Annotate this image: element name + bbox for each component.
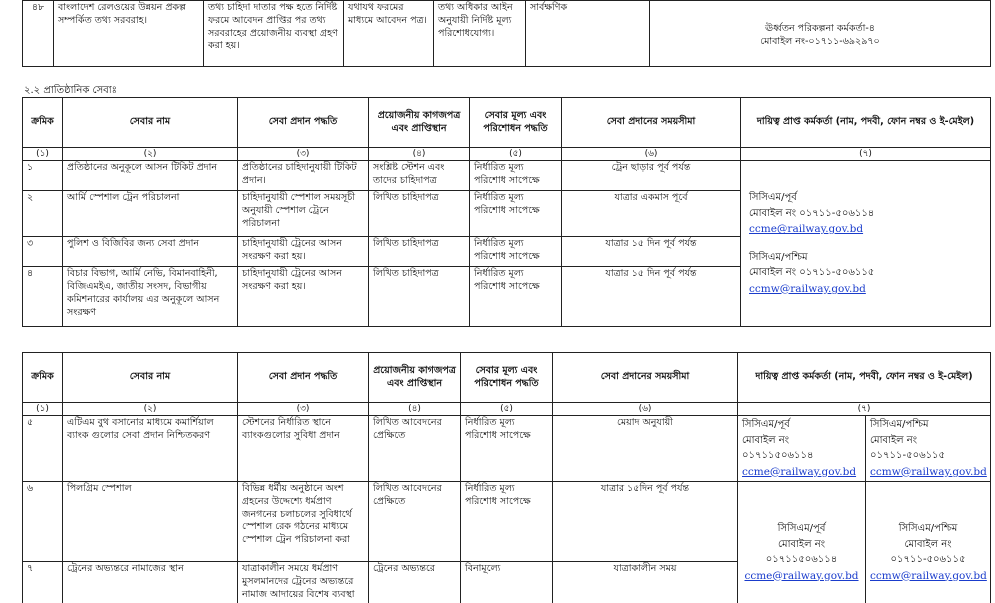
table-header-row xyxy=(23,98,991,148)
service-name: এটিএম বুথ বসানোর মাধ্যমে কমার্শিয়াল ব্যাংক গুলোর সেবা প্রদান নিশ্চিতকরণ xyxy=(63,416,238,482)
service-time: সার্বক্ষণিক xyxy=(526,1,650,67)
officer-west-cell xyxy=(866,416,991,482)
officer-mobile: মোবাইল নং-০১৭১১-৬৯২৯৭০ xyxy=(760,35,880,47)
header-fee: সেবার মূল্য এবং পরিশোধন পদ্ধতি xyxy=(470,98,562,148)
officer-east-title: সিসিএম/পূর্ব xyxy=(749,192,797,204)
officer-east-title: সিসিএম/পূর্ব xyxy=(777,523,826,535)
service-fee: নির্ধারিত মূল্য পরিশোধ সাপেক্ষে xyxy=(461,416,553,482)
officer-east-email-link[interactable]: ccme@railway.gov.bd xyxy=(749,223,864,236)
service-fee: নির্ধারিত মূল্য পরিশোধ সাপেক্ষে xyxy=(470,161,562,191)
officer-west-mobile: মোবাইল নং ০১৭১১-৫০৬১১৫ xyxy=(890,538,966,566)
service-time: ট্রেন ছাড়ার পূর্ব পর্যন্ত xyxy=(562,161,741,191)
section-title: ২.২ প্রাতিষ্ঠানিক সেবাঃ xyxy=(24,85,117,96)
header-method: সেবা প্রদান পদ্ধতি xyxy=(238,353,369,403)
officer-east-mobile: মোবাইল নং ০১৭১১৫০৬১১৪ xyxy=(742,434,814,462)
required-documents: লিখিত আবেদনের প্রেক্ষিতে xyxy=(369,481,461,561)
table-row xyxy=(23,416,991,482)
service-name: বিচার বিভাগ, আর্মি নেভি, বিমানবাহিনী, বিজিএমইএ, জাতীয় সংসদ, বিভাগীয় কমিশনারের কার্যালয় এর অনুকূলে আসন সংরক্ষণ xyxy=(63,267,238,327)
header-officer: দায়িত্ব প্রাপ্ত কর্মকর্তা (নাম, পদবী, ফোন নম্বর ও ই-মেইল) xyxy=(738,353,991,403)
column-number: (৪) xyxy=(369,403,461,416)
service-method: তথ্য চাহিদা দাতার পক্ষ হতে নির্দিষ্ট ফরমে আবেদন প্রাপ্তির পর তথ্য সরবরাহের প্রয়োজনীয় ব্যবস্থা গ্রহণ করা হয়। xyxy=(204,1,344,67)
officer-east-email-link[interactable]: ccme@railway.gov.bd xyxy=(744,569,859,582)
required-documents: সংশ্লিষ্ট স্টেশন এবং তাদের চাহিদাপত্র xyxy=(369,161,470,191)
service-method: যাত্রাকালীন সময়ে ধর্মপ্রাণ মুসলমানদের ট্রেনের অভ্যন্তরে নামাজ আদায়ের বিশেষ ব্যবস্থা xyxy=(238,561,369,603)
officer-designation: ঊর্ধ্বতন পরিকল্পনা কর্মকর্তা-৪ xyxy=(765,23,875,34)
service-time: যাত্রার ১৫দিন পূর্ব পর্যন্ত xyxy=(553,481,738,561)
officer-west-title: সিসিএম/পশ্চিম xyxy=(898,523,958,535)
header-documents: প্রয়োজনীয় কাগজপত্র এবং প্রাপ্তিস্থান xyxy=(369,98,470,148)
service-fee: নির্ধারিত মূল্য পরিশোধ সাপেক্ষে xyxy=(470,267,562,327)
responsible-officer xyxy=(741,161,991,327)
previous-services-table xyxy=(22,0,991,67)
column-number: (৭) xyxy=(738,403,991,416)
responsible-officer xyxy=(650,1,991,67)
table-row xyxy=(23,481,991,561)
officer-west-mobile: মোবাইল নং ০১৭১১-৫০৬১১৫ xyxy=(749,267,875,279)
column-number: (১) xyxy=(23,148,63,161)
column-number: (৭) xyxy=(741,148,991,161)
column-number: (৬) xyxy=(562,148,741,161)
service-fee: তথ্য অধিকার আইন অনুযায়ী নির্দিষ্ট মূল্য পরিশোধযোগ্য। xyxy=(434,1,526,67)
officer-east-email-link[interactable]: ccme@railway.gov.bd xyxy=(742,465,857,478)
service-name: বাংলাদেশ রেলওয়ের উন্নয়ন প্রকল্প সম্পর্কিত তথ্য সরবরাহ। xyxy=(54,1,204,67)
column-number: (৪) xyxy=(369,148,470,161)
officer-west-email-link[interactable]: ccmw@railway.gov.bd xyxy=(870,569,987,582)
header-method: সেবা প্রদান পদ্ধতি xyxy=(238,98,369,148)
header-time: সেবা প্রদানের সময়সীমা xyxy=(562,98,741,148)
service-name: পুলিশ ও বিজিবির জন্য সেবা প্রদান xyxy=(63,237,238,267)
column-number: (৩) xyxy=(238,148,369,161)
service-time: যাত্রার ১৫ দিন পূর্ব পর্যন্ত xyxy=(562,237,741,267)
officer-east-cell xyxy=(738,481,866,603)
service-method: বিভিন্ন ধর্মীয় অনুষ্ঠানে অংশ গ্রহনের উদ্দেশ্যে ধর্মপ্রাণ জনগনের চলাচলের সুবিধার্থে স্পেশাল রেক গঠনের মাধ্যমে স্পেশাল ট্রেন পরিচালনা করা xyxy=(238,481,369,561)
row-serial: ৬ xyxy=(23,481,63,561)
row-serial: ৫ xyxy=(23,416,63,482)
service-name: আর্মি স্পেশাল ট্রেন পরিচালনা xyxy=(63,191,238,237)
officer-west-cell xyxy=(866,481,991,603)
header-service-name: সেবার নাম xyxy=(63,353,238,403)
institutional-services-table xyxy=(22,97,991,327)
service-fee: নির্ধারিত মূল্য পরিশোধ সাপেক্ষে xyxy=(461,481,553,561)
column-number: (২) xyxy=(63,403,238,416)
officer-east-mobile: মোবাইল নং ০১৭১১৫০৬১১৪ xyxy=(765,538,838,566)
required-documents: ট্রেনের অভ্যন্তরে xyxy=(369,561,461,603)
header-documents: প্রয়োজনীয় কাগজপত্র এবং প্রাপ্তিস্থান xyxy=(369,353,461,403)
required-documents: লিখিত চাহিদাপত্র xyxy=(369,237,470,267)
service-time: যাত্রার একমাস পূর্বে xyxy=(562,191,741,237)
officer-east-mobile: মোবাইল নং ০১৭১১-৫০৬১১৪ xyxy=(749,207,875,219)
service-name: পিলগ্রিম স্পেশাল xyxy=(63,481,238,561)
officer-west-title: সিসিএম/পশ্চিম xyxy=(870,419,929,431)
required-documents: লিখিত চাহিদাপত্র xyxy=(369,267,470,327)
service-fee: বিনামূল্যে xyxy=(461,561,553,603)
officer-west-email-link[interactable]: ccmw@railway.gov.bd xyxy=(749,282,866,295)
table-header-row xyxy=(23,353,991,403)
officer-west-mobile: মোবাইল নং ০১৭১১-৫০৬১১৫ xyxy=(870,434,946,462)
institutional-services-table-2 xyxy=(22,352,991,603)
row-serial: ৭ xyxy=(23,561,63,603)
service-method: চাহিদানুযায়ী ট্রেনের আসন সংরক্ষণ করা হয়। xyxy=(238,237,369,267)
table-row xyxy=(23,1,991,67)
service-fee: নির্ধারিত মূল্য পরিশোধ সাপেক্ষে xyxy=(470,191,562,237)
service-method: প্রতিষ্ঠানের চাহিদানুযায়ী টিকিট প্রদান। xyxy=(238,161,369,191)
service-time: যাত্রাকালীন সময় xyxy=(553,561,738,603)
column-number: (২) xyxy=(63,148,238,161)
service-method: স্টেশনের নির্ধারিত স্থানে ব্যাংকগুলোর সুবিধা প্রদান xyxy=(238,416,369,482)
column-number: (১) xyxy=(23,403,63,416)
row-serial: ৩ xyxy=(23,237,63,267)
column-number-row xyxy=(23,403,991,416)
header-fee: সেবার মূল্য এবং পরিশোধন পদ্ধতি xyxy=(461,353,553,403)
officer-east-cell xyxy=(738,416,866,482)
officer-west-email-link[interactable]: ccmw@railway.gov.bd xyxy=(870,465,987,478)
service-method: চাহিদানুযায়ী স্পেশাল সময়সূচী অনুযায়ী স্পেশাল ট্রেনে পরিচালনা xyxy=(238,191,369,237)
column-number: (৫) xyxy=(461,403,553,416)
officer-west-title: সিসিএম/পশ্চিম xyxy=(749,251,808,263)
table-row xyxy=(23,161,991,191)
service-time: যাত্রার ১৫ দিন পূর্ব পর্যন্ত xyxy=(562,267,741,327)
header-serial: ক্রমিক xyxy=(23,98,63,148)
column-number: (৫) xyxy=(470,148,562,161)
row-serial: ২ xyxy=(23,191,63,237)
required-documents: লিখিত আবেদনের প্রেক্ষিতে xyxy=(369,416,461,482)
header-service-name: সেবার নাম xyxy=(63,98,238,148)
service-name: প্রতিষ্ঠানের অনুকূলে আসন টিকিট প্রদান xyxy=(63,161,238,191)
row-serial: ৪ xyxy=(23,267,63,327)
service-method: চাহিদানুযায়ী ট্রেনের আসন সংরক্ষণ করা হয়। xyxy=(238,267,369,327)
header-time: সেবা প্রদানের সময়সীমা xyxy=(553,353,738,403)
column-number: (৬) xyxy=(553,403,738,416)
service-name: ট্রেনের অভ্যন্তরে নামাজের স্থান xyxy=(63,561,238,603)
service-time: মেয়াদ অনুযায়ী xyxy=(553,416,738,482)
row-serial: ৪৮ xyxy=(23,1,54,67)
required-documents: যথাযথ ফরমের মাধ্যমে আবেদন পত্র। xyxy=(344,1,434,67)
officer-east-title: সিসিএম/পূর্ব xyxy=(742,419,790,431)
header-serial: ক্রমিক xyxy=(23,353,63,403)
row-serial: ১ xyxy=(23,161,63,191)
header-officer: দায়িত্ব প্রাপ্ত কর্মকর্তা (নাম, পদবী, ফোন নম্বর ও ই-মেইল) xyxy=(741,98,991,148)
required-documents: লিখিত চাহিদাপত্র xyxy=(369,191,470,237)
column-number: (৩) xyxy=(238,403,369,416)
service-fee: নির্ধারিত মূল্য পরিশোধ সাপেক্ষে xyxy=(470,237,562,267)
column-number-row xyxy=(23,148,991,161)
